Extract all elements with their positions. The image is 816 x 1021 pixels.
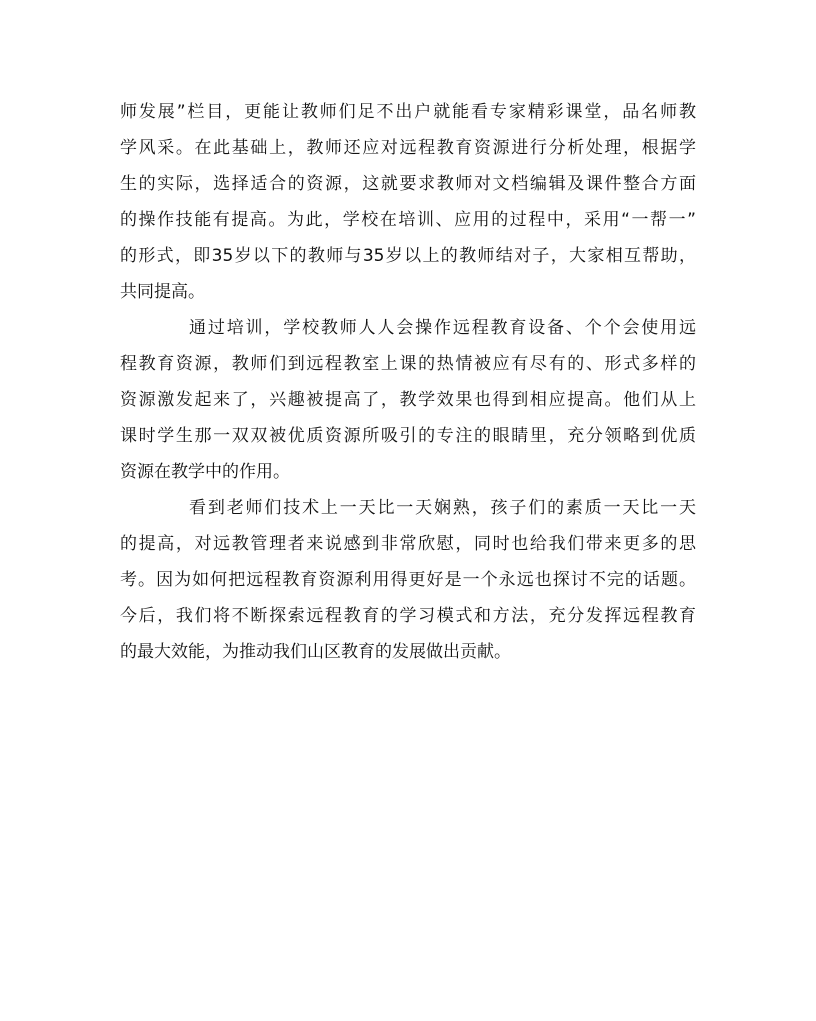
text-line: 共同提高。 <box>120 282 205 302</box>
text-line: 资源激发起来了，兴趣被提高了，教学效果也得到相应提高。他们从上 <box>120 390 696 410</box>
text-line: 师发展”栏目，更能让教师们足不出户就能看专家精彩课堂，品名师教 <box>120 102 696 122</box>
text-line: 考。因为如何把远程教育资源利用得更好是一个永远也探讨不完的话题。 <box>120 570 696 590</box>
paragraph-3 <box>120 490 696 670</box>
paragraph-2 <box>120 310 696 490</box>
text-line: 程教育资源，教师们到远程教室上课的热情被应有尽有的、形式多样的 <box>120 354 696 374</box>
text-line: 今后，我们将不断探索远程教育的学习模式和方法，充分发挥远程教育 <box>120 606 696 626</box>
text-line: 的最大效能，为推动我们山区教育的发展做出贡献。 <box>120 642 511 662</box>
text-line: 看到老师们技术上一天比一天娴熟，孩子们的素质一天比一天 <box>189 498 696 518</box>
text-line: 资源在教学中的作用。 <box>120 462 290 482</box>
text-line: 的形式，即35岁以下的教师与35岁以上的教师结对子，大家相互帮助， <box>120 246 696 266</box>
paragraph-1 <box>120 94 696 310</box>
text-line: 课时学生那一双双被优质资源所吸引的专注的眼睛里，充分领略到优质 <box>120 426 696 446</box>
text-line: 的操作技能有提高。为此，学校在培训、应用的过程中，采用“一帮一” <box>120 210 696 230</box>
document-body <box>120 94 696 670</box>
text-line: 的提高，对远教管理者来说感到非常欣慰，同时也给我们带来更多的思 <box>120 534 696 554</box>
text-line: 学风采。在此基础上，教师还应对远程教育资源进行分析处理，根据学 <box>120 138 696 158</box>
text-line: 通过培训，学校教师人人会操作远程教育设备、个个会使用远 <box>189 318 696 338</box>
text-line: 生的实际，选择适合的资源，这就要求教师对文档编辑及课件整合方面 <box>120 174 696 194</box>
